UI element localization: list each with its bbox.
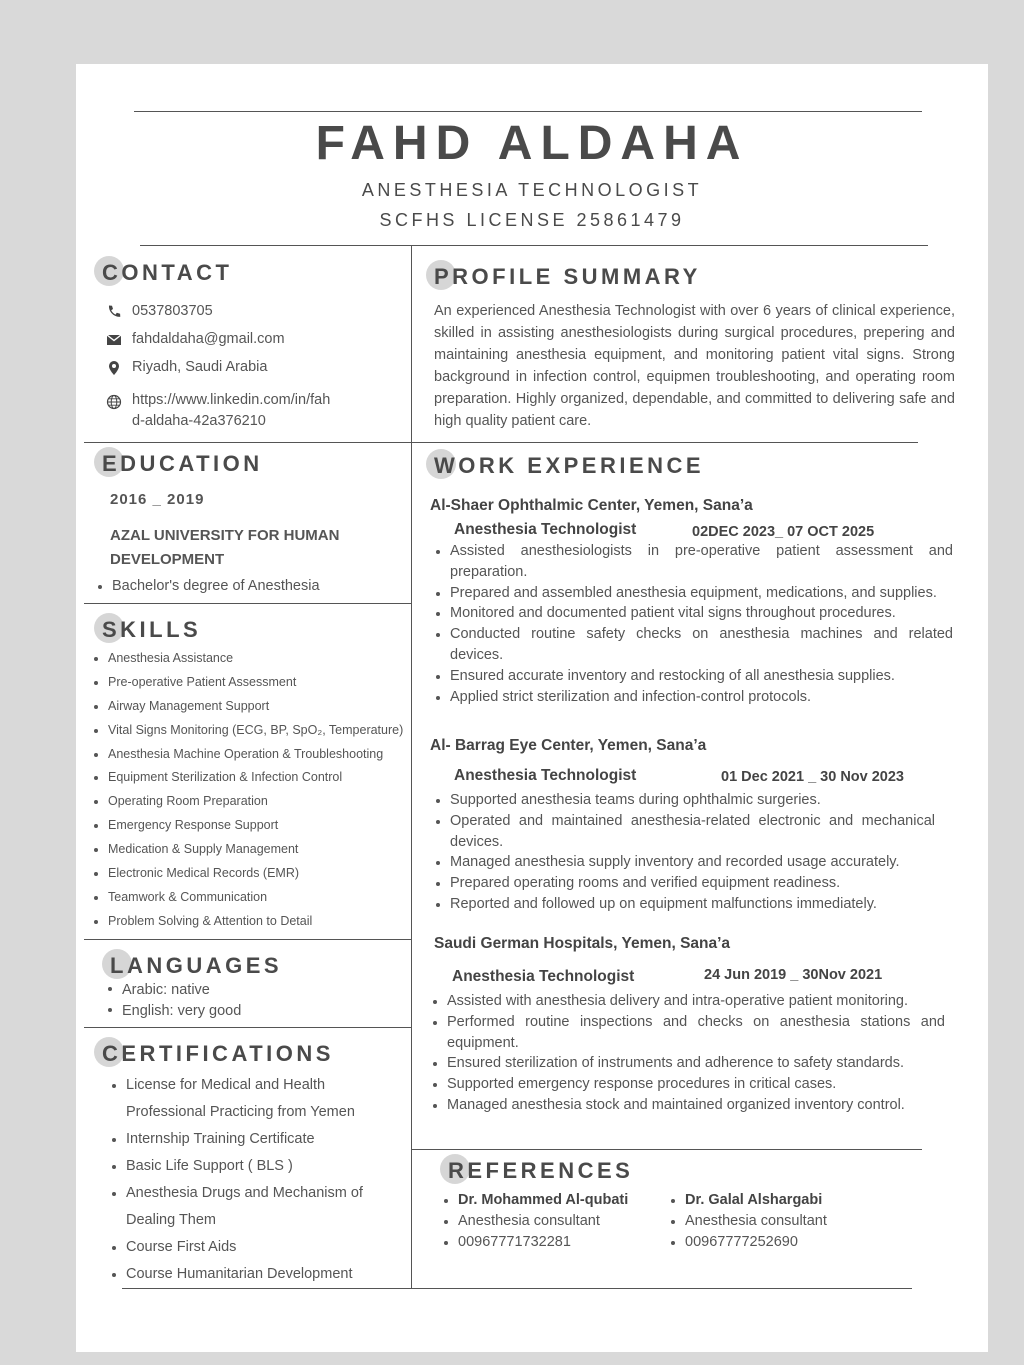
certifications-list [112, 1072, 372, 1288]
duty-item: Prepared operating rooms and verified equipment readiness. [436, 873, 935, 894]
reference-1 [444, 1190, 628, 1253]
duty-item: Supported emergency response procedures in critical cases. [433, 1074, 945, 1095]
language-item: Arabic: native [108, 980, 241, 1001]
duty-item: Managed anesthesia supply inventory and recorded usage accurately. [436, 852, 935, 873]
certification-item: Anesthesia Drugs and Mechanism of Dealing Them [112, 1180, 372, 1234]
license-number: SCFHS LICENSE 25861479 [379, 210, 685, 230]
skill-item: Pre-operative Patient Assessment [94, 674, 414, 698]
profile-divider [412, 442, 918, 443]
job-duties [436, 790, 935, 915]
skill-item: Vital Signs Monitoring (ECG, BP, SpO₂, Temperature) [94, 722, 414, 746]
job-role: Anesthesia Technologist [452, 968, 635, 985]
duty-item: Assisted with anesthesia delivery and intra-operative patient monitoring. [433, 991, 945, 1012]
skill-item: Electronic Medical Records (EMR) [94, 865, 414, 889]
skill-item: Teamwork & Communication [94, 889, 414, 913]
skill-item: Anesthesia Assistance [94, 650, 414, 674]
education-divider [84, 603, 411, 604]
certification-item: Internship Training Certificate [112, 1126, 372, 1153]
duty-item: Reported and followed up on equipment malfunctions immediately. [436, 894, 935, 915]
education-school: AZAL UNIVERSITY FOR HUMAN DEVELOPMENT [110, 527, 340, 568]
contact-location [106, 359, 267, 377]
references-heading: REFERENCES [448, 1158, 633, 1184]
reference-phone: 00967771732281 [444, 1232, 628, 1253]
work-heading: WORK EXPERIENCE [434, 453, 704, 479]
job-duties [433, 991, 945, 1116]
skill-item: Operating Room Preparation [94, 793, 414, 817]
skill-item: Equipment Sterilization & Infection Control [94, 769, 414, 793]
contact-email [106, 331, 285, 349]
certification-item: License for Medical and Health Professional Practicing from Yemen [112, 1072, 372, 1126]
certification-item: Course First Aids [112, 1234, 372, 1261]
education-degree: Bachelor's degree of Anesthesia [98, 578, 1010, 594]
profile-heading: PROFILE SUMMARY [434, 264, 701, 290]
duty-item: Monitored and documented patient vital signs throughout procedures. [436, 603, 953, 624]
resume-page [76, 64, 988, 1352]
contact-divider [84, 442, 411, 443]
duty-item: Ensured sterilization of instruments and adherence to safety standards. [433, 1053, 945, 1074]
languages-list [108, 980, 241, 1022]
duty-item: Supported anesthesia teams during ophthalmic surgeries. [436, 790, 935, 811]
profile-summary-text: An experienced Anesthesia Technologist with over 6 years of clinical experience, skilled in assisting anesthesiologists during surgical procedures, prepering and maintaining anesthesia equipment, and monitoring patient vital signs. Strong background in infection control, equipmen troubleshooting, and operating room preparation. Highly organized, dependable, and committed to delivering safe and high quality patient care. [434, 303, 955, 429]
job-dates: 02DEC 2023_ 07 OCT 2025 [692, 524, 875, 540]
certifications-heading: CERTIFICATIONS [102, 1041, 334, 1067]
reference-name: Dr. Mohammed Al-qubati [444, 1190, 628, 1211]
job-dates: 01 Dec 2021 _ 30 Nov 2023 [721, 769, 904, 785]
languages-divider [84, 1027, 411, 1028]
phone-icon [106, 303, 132, 321]
job-duties [436, 541, 953, 707]
duty-item: Managed anesthesia stock and maintained organized inventory control. [433, 1095, 945, 1116]
contact-phone [106, 303, 213, 321]
work-divider [412, 1149, 922, 1150]
location-text: Riyadh, Saudi Arabia [132, 359, 268, 375]
duty-item: Performed routine inspections and checks on anesthesia stations and equipment. [433, 1012, 945, 1054]
skill-item: Airway Management Support [94, 698, 414, 722]
job-dates: 24 Jun 2019 _ 30Nov 2021 [704, 967, 883, 983]
certification-item: Course Humanitarian Development [112, 1261, 372, 1288]
contact-linkedin [106, 390, 330, 432]
bottom-divider [122, 1288, 912, 1289]
education-heading: EDUCATION [102, 451, 263, 477]
duty-item: Ensured accurate inventory and restocking of all anesthesia supplies. [436, 666, 953, 687]
reference-role: Anesthesia consultant [444, 1211, 628, 1232]
contact-heading: CONTACT [102, 260, 232, 286]
candidate-name: FAHD ALDAHA [315, 117, 749, 170]
duty-item: Conducted routine safety checks on anesthesia machines and related devices. [436, 624, 953, 666]
job-company: Al-Shaer Ophthalmic Center, Yemen, Sana’a [430, 497, 753, 514]
email-text[interactable]: fahdaldaha@gmail.com [132, 331, 285, 347]
certification-item: Basic Life Support ( BLS ) [112, 1153, 372, 1180]
job-title: ANESTHESIA TECHNOLOGIST [361, 180, 703, 200]
skill-item: Problem Solving & Attention to Detail [94, 913, 414, 937]
skill-item: Emergency Response Support [94, 817, 414, 841]
reference-2 [671, 1190, 827, 1253]
reference-name: Dr. Galal Alshargabi [671, 1190, 827, 1211]
skills-list [94, 650, 414, 937]
duty-item: Assisted anesthesiologists in pre-operative patient assessment and preparation. [436, 541, 953, 583]
duty-item: Applied strict sterilization and infection-control protocols. [436, 687, 953, 708]
reference-phone: 00967777252690 [671, 1232, 827, 1253]
phone-text: 0537803705 [132, 303, 213, 319]
job-role: Anesthesia Technologist [454, 767, 637, 784]
language-item: English: very good [108, 1001, 241, 1022]
top-divider [134, 111, 922, 112]
job-role: Anesthesia Technologist [454, 521, 637, 538]
duty-item: Operated and maintained anesthesia-related electronic and mechanical devices. [436, 811, 935, 853]
education-years: 2016 _ 2019 [110, 491, 205, 508]
globe-icon [106, 393, 132, 411]
languages-heading: LANGUAGES [110, 953, 282, 979]
skill-item: Medication & Supply Management [94, 841, 414, 865]
skills-heading: SKILLS [102, 617, 201, 643]
mail-icon [106, 331, 132, 349]
job-company: Saudi German Hospitals, Yemen, Sana’a [434, 935, 731, 952]
reference-role: Anesthesia consultant [671, 1211, 827, 1232]
job-company: Al- Barrag Eye Center, Yemen, Sana’a [430, 737, 707, 754]
linkedin-link[interactable]: https://www.linkedin.com/in/fah d-aldaha-42a376210 [132, 392, 331, 429]
location-pin-icon [106, 359, 132, 377]
header-divider [140, 245, 928, 246]
duty-item: Prepared and assembled anesthesia equipment, medications, and supplies. [436, 583, 953, 604]
skills-divider [84, 939, 411, 940]
skill-item: Anesthesia Machine Operation & Troubleshooting [94, 746, 414, 770]
